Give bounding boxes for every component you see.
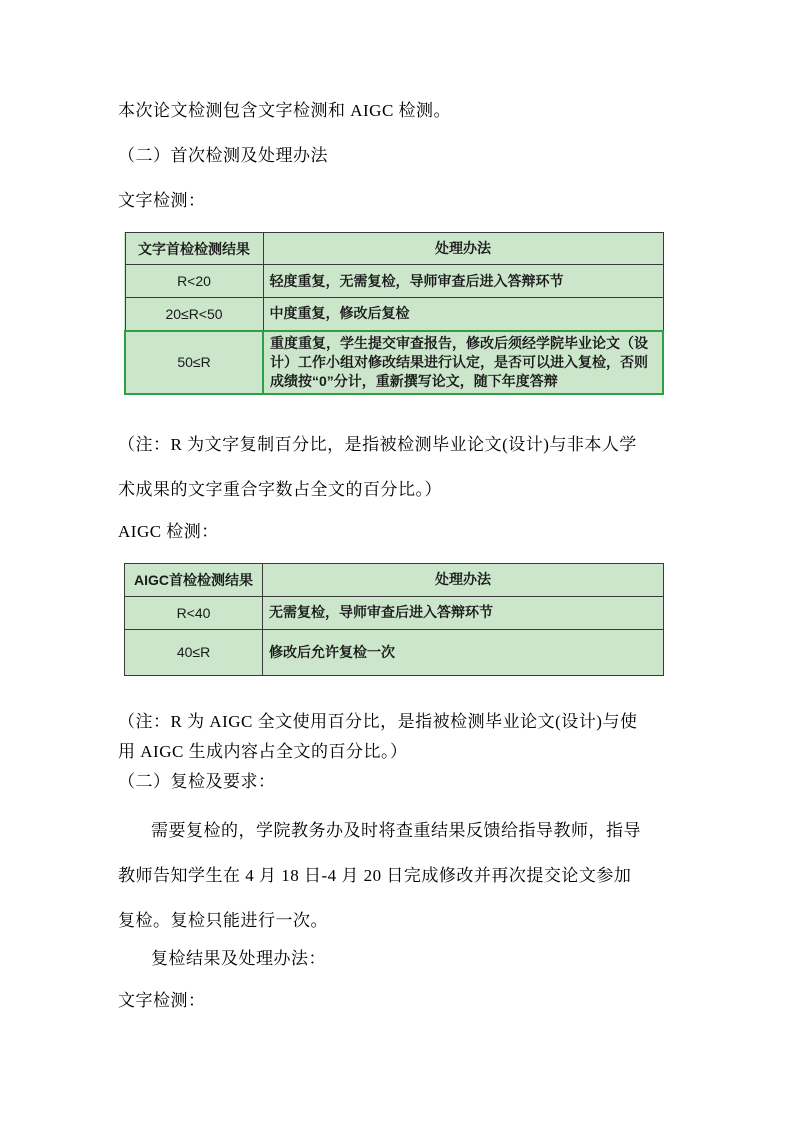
table-row bbox=[125, 265, 663, 298]
table-row bbox=[125, 596, 664, 629]
section-first-heading: （二）首次检测及处理办法 bbox=[118, 146, 328, 165]
action-cell: 轻度重复，无需复检，导师审查后进入答辩环节 bbox=[263, 265, 663, 298]
table-row bbox=[125, 331, 663, 394]
result-cell: 40≤R bbox=[125, 629, 263, 675]
note2-line-1: （注：R 为 AIGC 全文使用百分比，是指被检测毕业论文(设计)与使 bbox=[118, 711, 638, 731]
table-row bbox=[125, 629, 664, 675]
table-header-row bbox=[125, 563, 664, 596]
intro-paragraph: 本次论文检测包含文字检测和 AIGC 检测。 bbox=[118, 101, 452, 120]
table-header-row bbox=[125, 233, 663, 265]
action-cell: 中度重复，修改后复检 bbox=[263, 298, 663, 331]
aigc-check-table-block bbox=[118, 563, 675, 676]
text-check-table-block bbox=[118, 232, 675, 395]
note1-line-1: （注：R 为文字复制百分比，是指被检测毕业论文(设计)与非本人学 bbox=[118, 434, 637, 454]
action-cell: 无需复检，导师审查后进入答辩环节 bbox=[263, 596, 664, 629]
result-cell: R<20 bbox=[125, 265, 263, 298]
aigc-check-table bbox=[124, 563, 664, 676]
section-recheck-heading: （二）复检及要求： bbox=[118, 771, 276, 791]
recheck-body-line-3: 复检。复检只能进行一次。 bbox=[118, 910, 328, 930]
header-action-column: 处理办法 bbox=[263, 563, 664, 596]
recheck-body-line-1: 需要复检的，学院教务办及时将查重结果反馈给指导教师，指导 bbox=[151, 820, 641, 840]
note2-line-2: 用 AIGC 生成内容占全文的百分比。） bbox=[118, 741, 408, 761]
note1-line-2: 术成果的文字重合字数占全文的百分比。） bbox=[118, 479, 442, 499]
aigc-check-label: AIGC 检测： bbox=[118, 521, 219, 541]
header-action-column: 处理办法 bbox=[263, 233, 663, 265]
action-cell: 修改后允许复检一次 bbox=[263, 629, 664, 675]
text-check-table bbox=[124, 232, 664, 395]
result-cell: R<40 bbox=[125, 596, 263, 629]
result-cell: 50≤R bbox=[125, 331, 263, 394]
header-result-column: AIGC首检检测结果 bbox=[125, 563, 263, 596]
table-row bbox=[125, 298, 663, 331]
text-check-label-1: 文字检测： bbox=[118, 191, 206, 210]
recheck-body-line-2: 教师告知学生在 4 月 18 日-4 月 20 日完成修改并再次提交论文参加 bbox=[118, 865, 632, 885]
result-cell: 20≤R<50 bbox=[125, 298, 263, 331]
action-cell: 重度重复，学生提交审查报告，修改后须经学院毕业论文（设计）工作小组对修改结果进行认定，是否可以进入复检，否则成绩按“0”分计，重新撰写论文，随下年度答辩 bbox=[263, 331, 663, 394]
header-result-column: 文字首检检测结果 bbox=[125, 233, 263, 265]
text-check-label-2: 文字检测： bbox=[118, 990, 206, 1010]
recheck-result-label: 复检结果及处理办法： bbox=[151, 948, 326, 968]
